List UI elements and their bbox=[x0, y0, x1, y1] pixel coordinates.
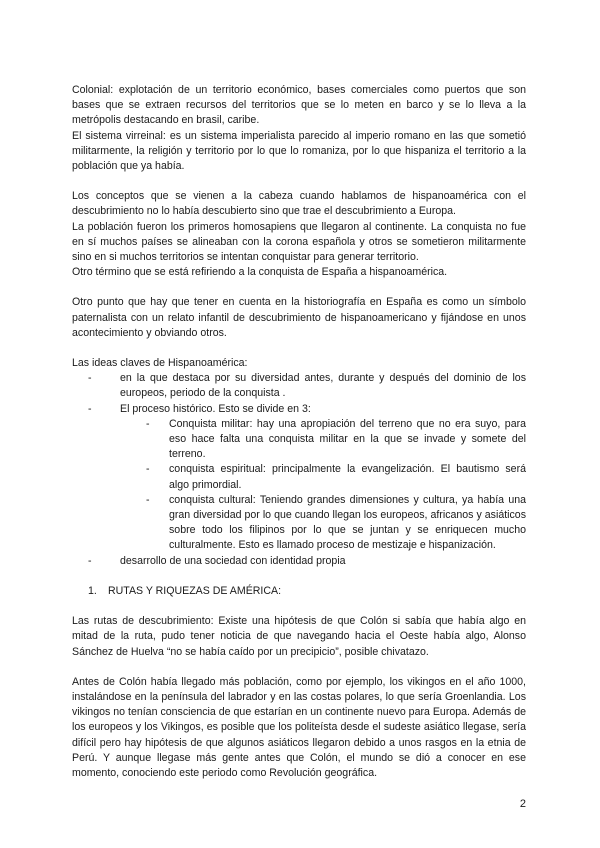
list-item bbox=[88, 554, 526, 569]
sub-list-item bbox=[146, 493, 526, 554]
section-title: RUTAS Y RIQUEZAS DE AMÉRICA: bbox=[107, 584, 282, 597]
spacer bbox=[72, 599, 526, 614]
paragraph-otro-termino: Otro término que se está refiriendo a la conquista de España a hispanoamérica. bbox=[72, 266, 448, 279]
paragraph-historiografia: Otro punto que hay que tener en cuenta en la historiografía en España es como un símbolo paternalista con un relato infantil de descubrimiento de hispanoamericano y fijándose en unos acontecimiento y obviando otros. bbox=[72, 296, 526, 339]
page-number: 2 bbox=[519, 798, 526, 810]
paragraph-poblacion: La población fueron los primeros homosapiens que llegaron al continente. La conquista no fue en sí muchos países se alineaban con la corona española y otros se sometieron militarmente sino en si muchos territorios se intentan conquistar para generar territorio. bbox=[72, 220, 526, 264]
spacer bbox=[72, 569, 526, 584]
list-item-text: desarrollo de una sociedad con identidad propia bbox=[120, 554, 346, 567]
sub-list bbox=[120, 417, 526, 554]
list-item-text: en la que destaca por su diversidad antes, durante y después del dominio de los europeos, periodo de la conquista . bbox=[120, 372, 526, 400]
document-body bbox=[72, 83, 526, 781]
sub-list-item bbox=[146, 417, 526, 463]
spacer bbox=[72, 280, 526, 295]
dash-bullet: - bbox=[88, 554, 92, 567]
paragraph-rutas: Las rutas de descubrimiento: Existe una hipótesis de que Colón si sabía que había algo en mitad de la ruta, pudo tener noticia de que navegando hacia el Oeste había algo, Alonso Sánchez de Huelva “no se había caído por un precipicio”, posible chivatazo. bbox=[72, 615, 526, 658]
paragraph-antes-de-colon: Antes de Colón había llegado más población, como por ejemplo, los vikingos en el año 1000, instalándose en la península del labrador y en las costas polares, lo que sería Groenlandia. Los vikingos no tenían consciencia de que estarían en un continente nuevo para Europa. Además de los europeos y los Vikingos, es posible que los politeísta desde el sudeste asiático llegase, sería difícil pero hay hipótesis de que algunos asiáticos llegaron debido a unos rasgos en la etnia de Perú. Y aunque llegase más gente antes que Colón, el mundo se dió a conocer en ese momento, conociendo este periodo como Revolución geográfica. bbox=[72, 675, 526, 779]
dash-bullet: - bbox=[88, 402, 92, 415]
sub-list-item bbox=[146, 462, 526, 492]
ideas-list bbox=[72, 371, 526, 569]
ideas-intro: Las ideas claves de Hispanoamérica: bbox=[72, 357, 248, 370]
dash-bullet: - bbox=[146, 493, 150, 506]
list-item-text: El proceso histórico. Esto se divide en 3: bbox=[120, 402, 311, 415]
spacer bbox=[72, 174, 526, 189]
list-item bbox=[88, 371, 526, 401]
dash-bullet: - bbox=[146, 417, 150, 430]
sub-list-item-text: conquista cultural: Teniendo grandes dimensiones y cultura, ya había una gran diversidad por lo que cuando llegan los europeos, africanos y asiáticos sobre todo los filipinos por lo que se juntan y se enriquecen mucho culturalmente. Esto es llamado proceso de mestizaje e hispanización. bbox=[169, 493, 526, 552]
paragraph-conceptos: Los conceptos que se vienen a la cabeza cuando hablamos de hispanoamérica con el descubrimiento no lo había descubierto sino que trae el descubrimiento a Europa. bbox=[72, 190, 526, 218]
section-number: 1. bbox=[88, 584, 97, 597]
paragraph-colonial: Colonial: explotación de un territorio económico, bases comerciales como puertos que son bases que se extraen recursos del territorios que se lo meten en barco y se lo lleva a la metrópolis destacando en brasil, caribe. bbox=[72, 84, 526, 127]
section-heading bbox=[72, 584, 526, 599]
list-item bbox=[88, 402, 526, 554]
dash-bullet: - bbox=[146, 463, 150, 476]
sub-list-item-text: Conquista militar: hay una apropiación del terreno que no era suyo, para eso hace falta una conquista militar en la que se invade y somete del terreno. bbox=[169, 417, 526, 461]
spacer bbox=[72, 660, 526, 675]
spacer bbox=[72, 341, 526, 356]
sub-list-item-text: conquista espiritual: principalmente la evangelización. El bautismo será algo primordial. bbox=[169, 463, 526, 491]
paragraph-virreinal: El sistema virreinal: es un sistema imperialista parecido al imperio romano en las que sometió militarmente, la religión y territorio por lo que lo romaniza, por lo que hispaniza el territorio a la población que ya había. bbox=[72, 129, 526, 173]
dash-bullet: - bbox=[88, 372, 92, 385]
